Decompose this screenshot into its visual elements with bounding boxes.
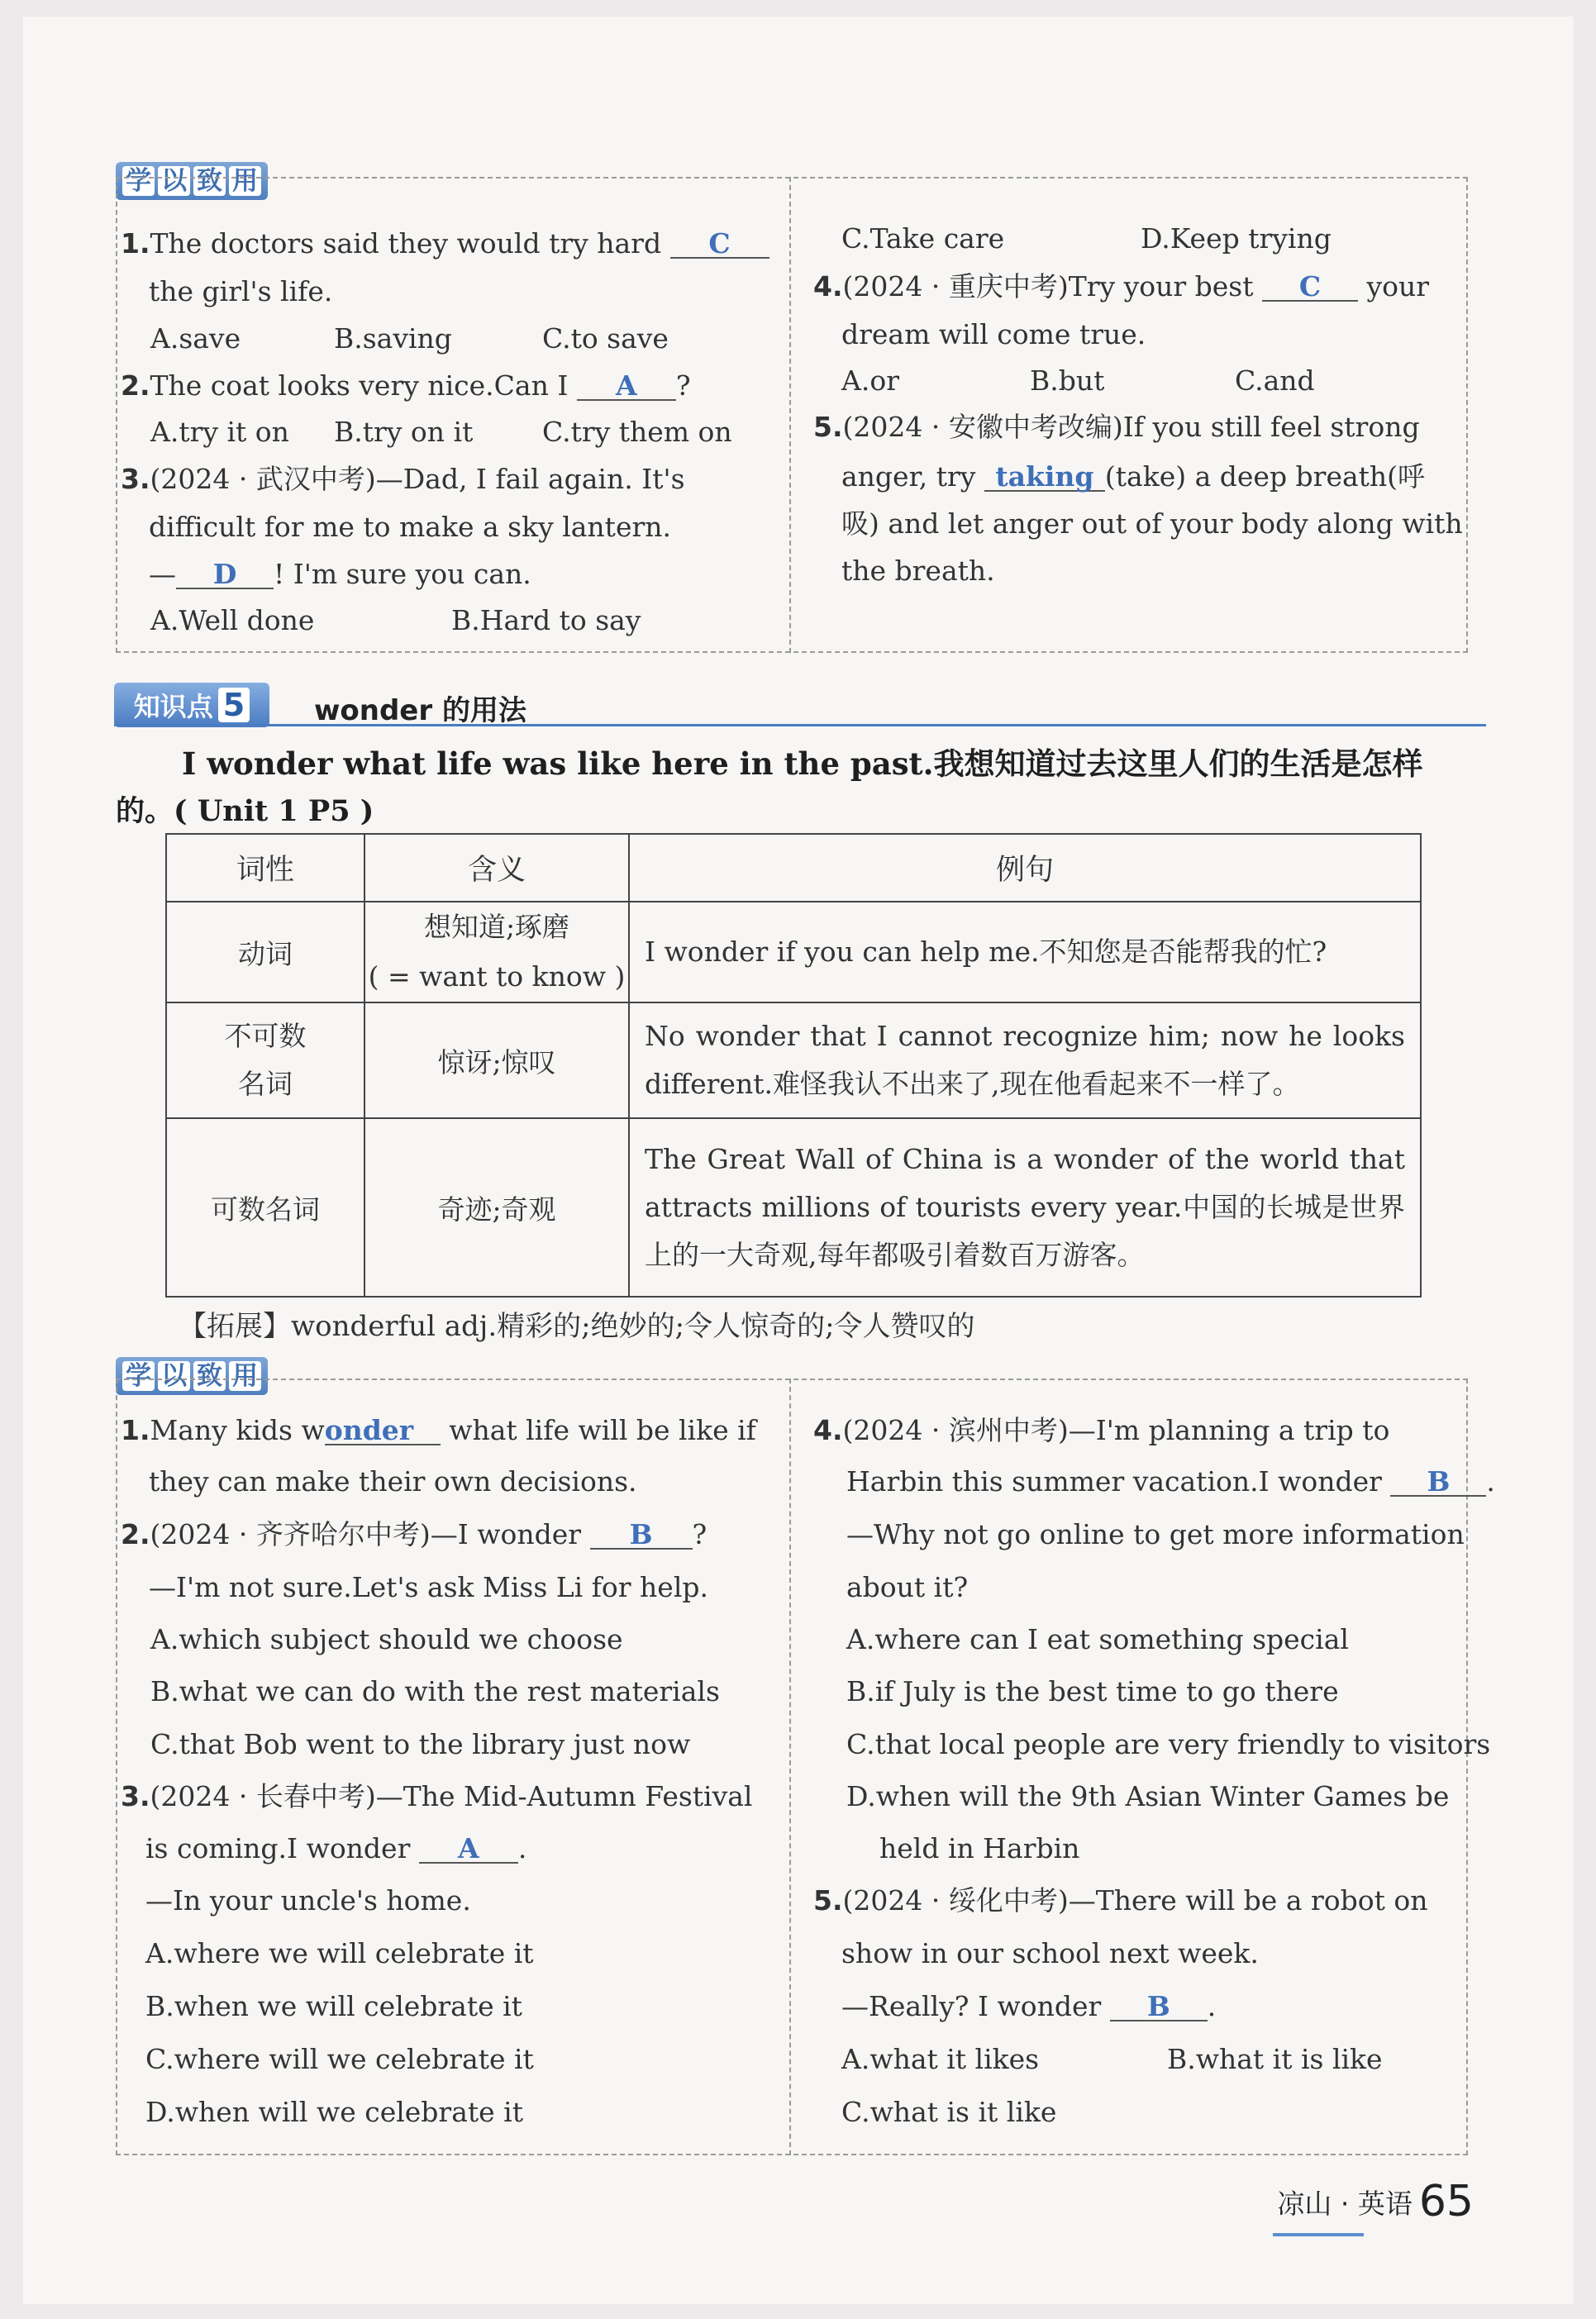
column-divider <box>789 1379 791 2155</box>
question-4-line4: about it? <box>846 1571 969 1603</box>
tag-char: 致 <box>193 1361 226 1391</box>
badge-label: 知识点 <box>133 691 213 722</box>
meaning-cell: 奇迹;奇观 <box>364 1118 629 1297</box>
question-3: 3.(2024 · 长春中考)—The Mid-Autumn Festival <box>121 1780 753 1812</box>
answer-blank[interactable]: B <box>1390 1468 1486 1497</box>
column-divider <box>789 177 791 653</box>
option: A.save <box>150 322 241 355</box>
question-1: 1.The doctors said they would try hard C <box>121 230 769 259</box>
answer-blank[interactable]: taking <box>984 463 1105 492</box>
footer-underline <box>1273 2233 1364 2236</box>
question-2: 2.The coat looks very nice.Can I A ? <box>121 369 691 402</box>
option: A.where can I eat something special <box>846 1623 1349 1655</box>
lead-sentence: I wonder what life was like here in the past.我想知道过去这里人们的生活是怎样 <box>182 745 1423 782</box>
option: C.where will we celebrate it <box>145 2043 534 2075</box>
option: B.what we can do with the rest materials <box>150 1675 720 1707</box>
option: C.that local people are very friendly to visitors <box>846 1728 1491 1760</box>
answer-blank[interactable]: onder <box>325 1417 441 1445</box>
option: A.Well done <box>150 604 315 636</box>
question-5: 5.(2024 · 绥化中考)—There will be a robot on <box>813 1884 1428 1917</box>
option: A.try it on <box>150 416 289 448</box>
question-5: 5.(2024 · 安徽中考改编)If you still feel strong <box>813 411 1420 443</box>
question-3-line2: is coming.I wonder A . <box>145 1832 527 1864</box>
column-header: 含义 <box>364 834 629 902</box>
option: A.what it likes <box>841 2043 1040 2075</box>
column-header: 词性 <box>166 834 364 902</box>
page-number: 65 <box>1418 2177 1474 2226</box>
question-5-line4: the breath. <box>841 555 995 587</box>
question-4-line2: Harbin this summer vacation.I wonder B . <box>846 1465 1495 1498</box>
question-3-line3: —In your uncle's home. <box>145 1884 471 1917</box>
tag-char: 以 <box>158 1361 190 1391</box>
answer-blank[interactable]: B <box>1110 1993 1208 2021</box>
answer-blank[interactable]: C <box>1262 273 1358 302</box>
option: C.what is it like <box>841 2096 1057 2128</box>
option: C.that Bob went to the library just now <box>150 1728 691 1760</box>
question-3-line2: difficult for me to make a sky lantern. <box>149 511 671 543</box>
meaning-cell: 惊讶;惊叹 <box>364 1002 629 1118</box>
answer-blank[interactable]: A <box>577 372 676 401</box>
question-4-line3: —Why not go online to get more information <box>846 1518 1465 1550</box>
option-cont: held in Harbin <box>879 1832 1080 1864</box>
answer-blank[interactable]: A <box>419 1835 518 1864</box>
option: C.and <box>1235 364 1315 397</box>
footer-label: 凉山 · 英语 <box>1277 2187 1413 2220</box>
option: B.but <box>1030 364 1105 397</box>
option: A.where we will celebrate it <box>145 1937 534 1969</box>
usage-table <box>165 833 1422 1298</box>
extension-note: 【拓展】wonderful adj.精彩的;绝妙的;令人惊奇的;令人赞叹的 <box>179 1310 975 1343</box>
question-3: 3.(2024 · 武汉中考)—Dad, I fail again. It's <box>121 463 685 495</box>
question-1: 1.Many kids wonder what life will be like if <box>121 1414 756 1446</box>
option: D.when will we celebrate it <box>145 2096 523 2128</box>
option: A.which subject should we choose <box>150 1623 623 1655</box>
page-footer <box>1277 2177 1474 2226</box>
question-1-line2: the girl's life. <box>149 275 333 307</box>
option: C.to save <box>542 322 669 355</box>
meaning-cell: 想知道;琢磨 ( = want to know ) <box>364 902 629 1002</box>
option: B.Hard to say <box>451 604 641 636</box>
tag-char: 用 <box>229 1361 261 1391</box>
tag-char: 以 <box>158 166 190 196</box>
tag-char: 致 <box>193 166 226 196</box>
table-row <box>166 902 1421 1002</box>
example-cell: I wonder if you can help me.不知您是否能帮我的忙? <box>629 902 1421 1002</box>
answer-blank[interactable]: B <box>590 1521 693 1550</box>
table-row <box>166 1002 1421 1118</box>
question-5-line2: show in our school next week. <box>841 1937 1259 1969</box>
tag-char: 用 <box>229 166 261 196</box>
option: D.Keep trying <box>1141 222 1332 255</box>
example-cell: No wonder that I cannot recognize him; now he looks different.难怪我认不出来了,现在他看起来不一样了。 <box>629 1002 1421 1118</box>
section-title: wonder 的用法 <box>314 694 526 727</box>
question-4-line2: dream will come true. <box>841 318 1146 350</box>
pos-cell: 不可数 名词 <box>166 1002 364 1118</box>
option: D.when will the 9th Asian Winter Games be <box>846 1780 1450 1812</box>
table-header-row <box>166 834 1421 902</box>
question-2: 2.(2024 · 齐齐哈尔中考)—I wonder B ? <box>121 1518 707 1550</box>
example-cell: The Great Wall of China is a wonder of the world that attracts millions of tourists every year.中国的长城是世界上的一大奇观,每年都吸引着数百万游客。 <box>629 1118 1421 1297</box>
lead-sentence-cont: 的。( Unit 1 P5 ) <box>116 794 374 828</box>
column-header: 例句 <box>629 834 1421 902</box>
answer-blank[interactable]: C <box>670 230 769 259</box>
question-4: 4.(2024 · 重庆中考)Try your best C your <box>813 270 1430 302</box>
option: A.or <box>841 364 899 397</box>
option: B.saving <box>334 322 452 355</box>
option: C.Take care <box>841 222 1005 255</box>
pos-cell: 可数名词 <box>166 1118 364 1297</box>
option: B.when we will celebrate it <box>145 1990 522 2022</box>
tag-char: 学 <box>122 166 155 196</box>
table-row <box>166 1118 1421 1297</box>
option: B.if July is the best time to go there <box>846 1675 1339 1707</box>
question-3-line3: — D ! I'm sure you can. <box>149 558 531 590</box>
question-5-line3: —Really? I wonder B . <box>841 1990 1217 2022</box>
section-rule <box>114 724 1486 726</box>
option: B.try on it <box>334 416 474 448</box>
option: B.what it is like <box>1167 2043 1383 2075</box>
badge-number: 5 <box>218 688 250 722</box>
pos-cell: 动词 <box>166 902 364 1002</box>
option: C.try them on <box>542 416 732 448</box>
knowledge-point-badge <box>114 683 269 727</box>
tag-char: 学 <box>122 1361 155 1391</box>
question-5-line2: anger, try taking (take) a deep breath(呼 <box>841 460 1426 493</box>
question-4: 4.(2024 · 滨州中考)—I'm planning a trip to <box>813 1414 1390 1446</box>
answer-blank[interactable]: D <box>176 560 274 589</box>
question-5-line3: 吸) and let anger out of your body along with <box>841 507 1463 540</box>
question-2-line2: —I'm not sure.Let's ask Miss Li for help. <box>149 1571 708 1603</box>
question-1-line2: they can make their own decisions. <box>149 1465 637 1498</box>
